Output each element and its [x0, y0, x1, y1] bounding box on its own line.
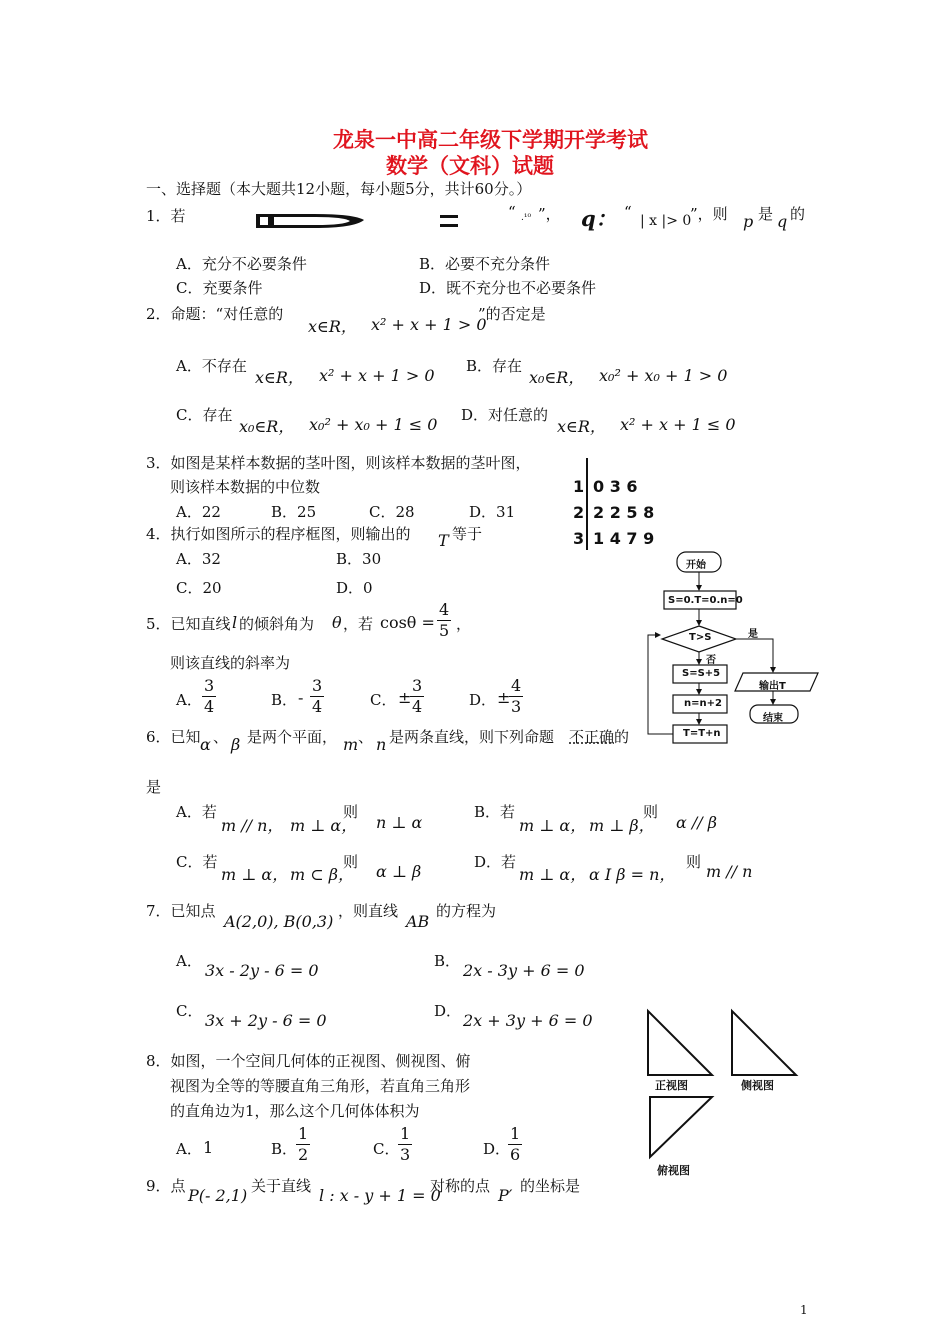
q4-option-c: C．20 — [176, 579, 222, 597]
q2-option-b-m2: x₀² + x₀ + 1 > 0 — [599, 366, 728, 385]
q7-ab: AB — [406, 912, 430, 931]
q6-option-b-label: B．若 — [474, 803, 516, 821]
front-view-label: 正视图 — [655, 1079, 688, 1092]
q6-option-d-m3: m // n — [706, 862, 753, 881]
q5-fraction — [437, 600, 451, 641]
q6-sep1: 、 — [213, 728, 229, 746]
q1-p-var: p — [743, 212, 754, 231]
q6-option-a-m1: m // n， — [221, 816, 284, 835]
q6-option-c-m2: m ⊂ β， — [290, 865, 355, 884]
q5-option-c-label: C． — [370, 691, 397, 709]
leaves-1: 0 3 6 — [593, 477, 638, 496]
q2-option-d-m2: x² + x + 1 ≤ 0 — [620, 415, 736, 434]
q2-option-c-m1: x₀∈R， — [239, 417, 295, 436]
q7-option-c-eq: 3x + 2y - 6 = 0 — [205, 1011, 327, 1030]
q2-option-b-m1: x₀∈R， — [529, 368, 585, 387]
section-heading: 一、选择题（本大题共12小题，每小题5分，共计60分。） — [146, 180, 532, 198]
q8-option-c-label: C． — [373, 1140, 400, 1158]
q1-p-close-quote: ”， — [538, 205, 561, 223]
q4-option-b: B．30 — [336, 550, 382, 568]
q6-option-a-then: 则 — [343, 803, 359, 821]
q5-option-d-sign: ± — [497, 688, 511, 707]
q5-c-num: 3 — [412, 676, 423, 695]
q5-cos: cosθ = — [380, 613, 435, 632]
q5-option-b-frac — [310, 676, 324, 717]
q2-number: 2．命题：“对任意的 — [146, 305, 284, 323]
q5-l: l — [232, 613, 238, 632]
q5-comma: ， — [456, 615, 472, 633]
q6-m: m — [343, 735, 359, 754]
q6-n: n — [376, 735, 387, 754]
q6-option-c-m1: m ⊥ α， — [221, 865, 289, 884]
flow-output-label: 输出T — [759, 681, 786, 692]
q1-q-condition: | x |> 0 — [640, 213, 692, 229]
q5-d-den: 3 — [511, 697, 522, 716]
q1-p-content-smudge: .¹⁰ — [521, 213, 532, 223]
q7-option-b-eq: 2x - 3y + 6 = 0 — [463, 961, 585, 980]
q7-points: A(2,0), B(0,3) — [224, 912, 334, 931]
q3-option-a: A．22 — [176, 503, 221, 521]
stem-leaf-divider — [586, 458, 588, 550]
q2-option-c-m2: x₀² + x₀ + 1 ≤ 0 — [309, 415, 438, 434]
q5-option-c-sign: ± — [398, 688, 412, 707]
q5-option-d-label: D． — [469, 691, 497, 709]
q5-a-num: 3 — [204, 676, 215, 695]
q2-option-a-m1: x∈R， — [255, 368, 304, 387]
flow-cond-label: T>S — [689, 632, 712, 643]
q2-tail: ”的否定是 — [478, 305, 546, 323]
q7-option-d-label: D． — [434, 1002, 462, 1020]
q2-option-c-label: C．存在 — [176, 406, 233, 424]
q5-line2: 则该直线的斜率为 — [170, 654, 291, 672]
q6-option-d-m1: m ⊥ α， — [519, 865, 587, 884]
q5-text1: 5．已知直线 — [146, 615, 231, 633]
q7-text2: ，则直线 — [338, 902, 399, 920]
q5-option-b-sign: - — [298, 688, 304, 707]
q7-option-b-label: B． — [434, 952, 461, 970]
exam-subtitle: 数学（文科）试题 — [386, 154, 554, 178]
q1-number: 1．若 — [146, 207, 186, 225]
q1-garbled-formula — [254, 210, 464, 232]
q6-option-d-label: D．若 — [474, 853, 517, 871]
q6-text2: 是两个平面， — [247, 728, 338, 746]
q6-option-a-m2: m ⊥ α， — [290, 816, 358, 835]
q7-text3: 的方程为 — [436, 902, 497, 920]
flowchart — [640, 548, 825, 750]
q1-option-d: D．既不充分也不必要条件 — [419, 279, 597, 297]
q2-option-b-label: B．存在 — [466, 357, 523, 375]
q6-text1: 6．已知 — [146, 728, 201, 746]
q6-option-c-m3: α ⊥ β — [376, 862, 422, 881]
q7-text1: 7．已知点 — [146, 902, 216, 920]
q6-beta: β — [231, 735, 241, 754]
q4-option-d: D．0 — [336, 579, 373, 597]
flow-no-label: 否 — [706, 655, 716, 666]
side-view-label: 侧视图 — [741, 1079, 774, 1092]
q3-option-c: C．28 — [369, 503, 415, 521]
stem-3: 3 — [573, 529, 585, 548]
q5-text3: ，若 — [343, 615, 374, 633]
q5-option-a-frac — [202, 676, 216, 717]
flow-step1-label: S=S+5 — [682, 668, 721, 679]
q8-option-a-label: A． — [176, 1140, 202, 1158]
q8-option-b-frac — [296, 1124, 310, 1165]
q7-option-d-eq: 2x + 3y + 6 = 0 — [463, 1011, 593, 1030]
flow-end-label: 结束 — [763, 713, 783, 724]
top-view-triangle — [650, 1097, 712, 1157]
q6-option-b-m2: m ⊥ β， — [589, 816, 655, 835]
q2-option-d-label: D．对任意的 — [461, 406, 549, 424]
q3-line1: 3．如图是某样本数据的茎叶图，则该样本数据的茎叶图， — [146, 454, 531, 472]
flow-yes-label: 是 — [748, 629, 758, 640]
q1-q-close: ”，则 — [690, 205, 728, 223]
stem-1: 1 — [573, 477, 585, 496]
q5-option-c-frac — [410, 676, 424, 717]
q6-text4: 的 — [614, 728, 630, 746]
q5-d-num: 4 — [511, 676, 522, 695]
q8-d-num: 1 — [510, 1124, 521, 1143]
q4-text: 4．执行如图所示的程序框图，则输出的 — [146, 525, 411, 543]
q6-option-a-label: A．若 — [176, 803, 217, 821]
q5-option-a-label: A． — [176, 691, 202, 709]
q8-d-den: 6 — [510, 1145, 521, 1164]
q8-b-den: 2 — [298, 1145, 309, 1164]
q6-line2: 是 — [146, 778, 162, 796]
q5-option-b-label: B． — [271, 691, 298, 709]
q5-c-den: 4 — [412, 697, 423, 716]
q8-line3: 的直角边为1，那么这个几何体体积为 — [170, 1102, 420, 1120]
q6-option-b-then: 则 — [643, 803, 659, 821]
q1-option-b: B．必要不充分条件 — [419, 255, 551, 273]
q1-option-a: A．充分不必要条件 — [176, 255, 307, 273]
q5-text2: 的倾斜角为 — [239, 615, 315, 633]
top-view-label: 俯视图 — [657, 1164, 690, 1177]
q8-b-num: 1 — [298, 1124, 309, 1143]
q6-option-c-label: C．若 — [176, 853, 218, 871]
q3-option-b: B．25 — [271, 503, 317, 521]
side-view-triangle — [732, 1011, 796, 1075]
q8-line1: 8．如图，一个空间几何体的正视图、侧视图、俯 — [146, 1052, 471, 1070]
q5-frac-num: 4 — [439, 600, 450, 619]
q4-tail: 等于 — [452, 525, 483, 543]
flow-init-label: S=0.T=0.n=0 — [668, 595, 743, 606]
q7-option-a-label: A． — [176, 952, 202, 970]
q2-option-a-label: A．不存在 — [176, 357, 247, 375]
leaves-3: 1 4 7 9 — [593, 529, 655, 548]
q8-option-d-frac — [508, 1124, 522, 1165]
q5-a-den: 4 — [204, 697, 215, 716]
flow-start-label: 开始 — [686, 560, 706, 571]
flow-step3-label: T=T+n — [683, 728, 721, 739]
q4-var: T — [438, 531, 449, 550]
q1-q-var: q — [777, 212, 788, 231]
q2-option-a-m2: x² + x + 1 > 0 — [319, 366, 435, 385]
q6-alpha: α — [200, 735, 211, 754]
q6-text3: 是两条直线，则下列命题 — [389, 728, 555, 746]
q1-option-c: C．充要条件 — [176, 279, 263, 297]
q9-text2: 关于直线 — [251, 1177, 312, 1195]
q6-option-b-m1: m ⊥ α， — [519, 816, 587, 835]
q1-p-open-quote: “ — [508, 203, 516, 221]
q7-option-c-label: C． — [176, 1002, 203, 1020]
q6-option-d-m2: α I β = n， — [589, 865, 676, 884]
q1-is: 是 — [758, 205, 774, 223]
q8-c-den: 3 — [400, 1145, 411, 1164]
q8-c-num: 1 — [400, 1124, 411, 1143]
stem-2: 2 — [573, 503, 585, 522]
q3-option-d: D．31 — [469, 503, 516, 521]
leaves-2: 2 2 5 8 — [593, 503, 655, 522]
q5-frac-den: 5 — [439, 621, 450, 640]
q9-text1: 9．点 — [146, 1177, 186, 1195]
q9-text3: 对称的点 — [430, 1177, 491, 1195]
q6-option-d-then: 则 — [686, 853, 702, 871]
q6-option-a-m3: n ⊥ α — [376, 813, 423, 832]
front-view-triangle — [648, 1011, 712, 1075]
q5-b-den: 4 — [312, 697, 323, 716]
q5-b-num: 3 — [312, 676, 323, 695]
q1-q-label: q： — [581, 206, 617, 231]
q9-text4: 的坐标是 — [520, 1177, 581, 1195]
q8-option-a-val: 1 — [203, 1138, 214, 1157]
q1-q-open-quote: “ — [624, 203, 632, 221]
q5-option-d-frac — [509, 676, 523, 717]
q9-p-prime: P′ — [498, 1186, 513, 1205]
q2-cond1: x∈R， — [308, 317, 357, 336]
q2-option-d-m1: x∈R， — [557, 417, 606, 436]
q9-point: P(- 2,1) — [188, 1186, 248, 1205]
flow-step2-label: n=n+2 — [684, 698, 722, 709]
q5-theta: θ — [332, 613, 342, 632]
page-number: 1 — [800, 1303, 808, 1317]
q8-line2: 视图为全等的等腰直角三角形，若直角三角形 — [170, 1077, 471, 1095]
q1-of: 的 — [790, 205, 806, 223]
q8-option-d-label: D． — [483, 1140, 511, 1158]
q7-option-a-eq: 3x - 2y - 6 = 0 — [205, 961, 319, 980]
q6-option-b-m3: α // β — [676, 813, 718, 832]
q9-line: l : x - y + 1 = 0 — [319, 1186, 441, 1205]
q6-option-c-then: 则 — [343, 853, 359, 871]
q4-option-a: A．32 — [176, 550, 221, 568]
q8-option-c-frac — [398, 1124, 412, 1165]
q6-sep2: 、 — [358, 728, 374, 746]
q8-option-b-label: B． — [271, 1140, 298, 1158]
exam-title: 龙泉一中高二年级下学期开学考试 — [333, 128, 648, 152]
q3-line2: 则该样本数据的中位数 — [170, 478, 321, 496]
q2-cond2: x² + x + 1 > 0 — [371, 315, 487, 334]
q6-not-emphasis: 不正确 — [569, 728, 615, 746]
